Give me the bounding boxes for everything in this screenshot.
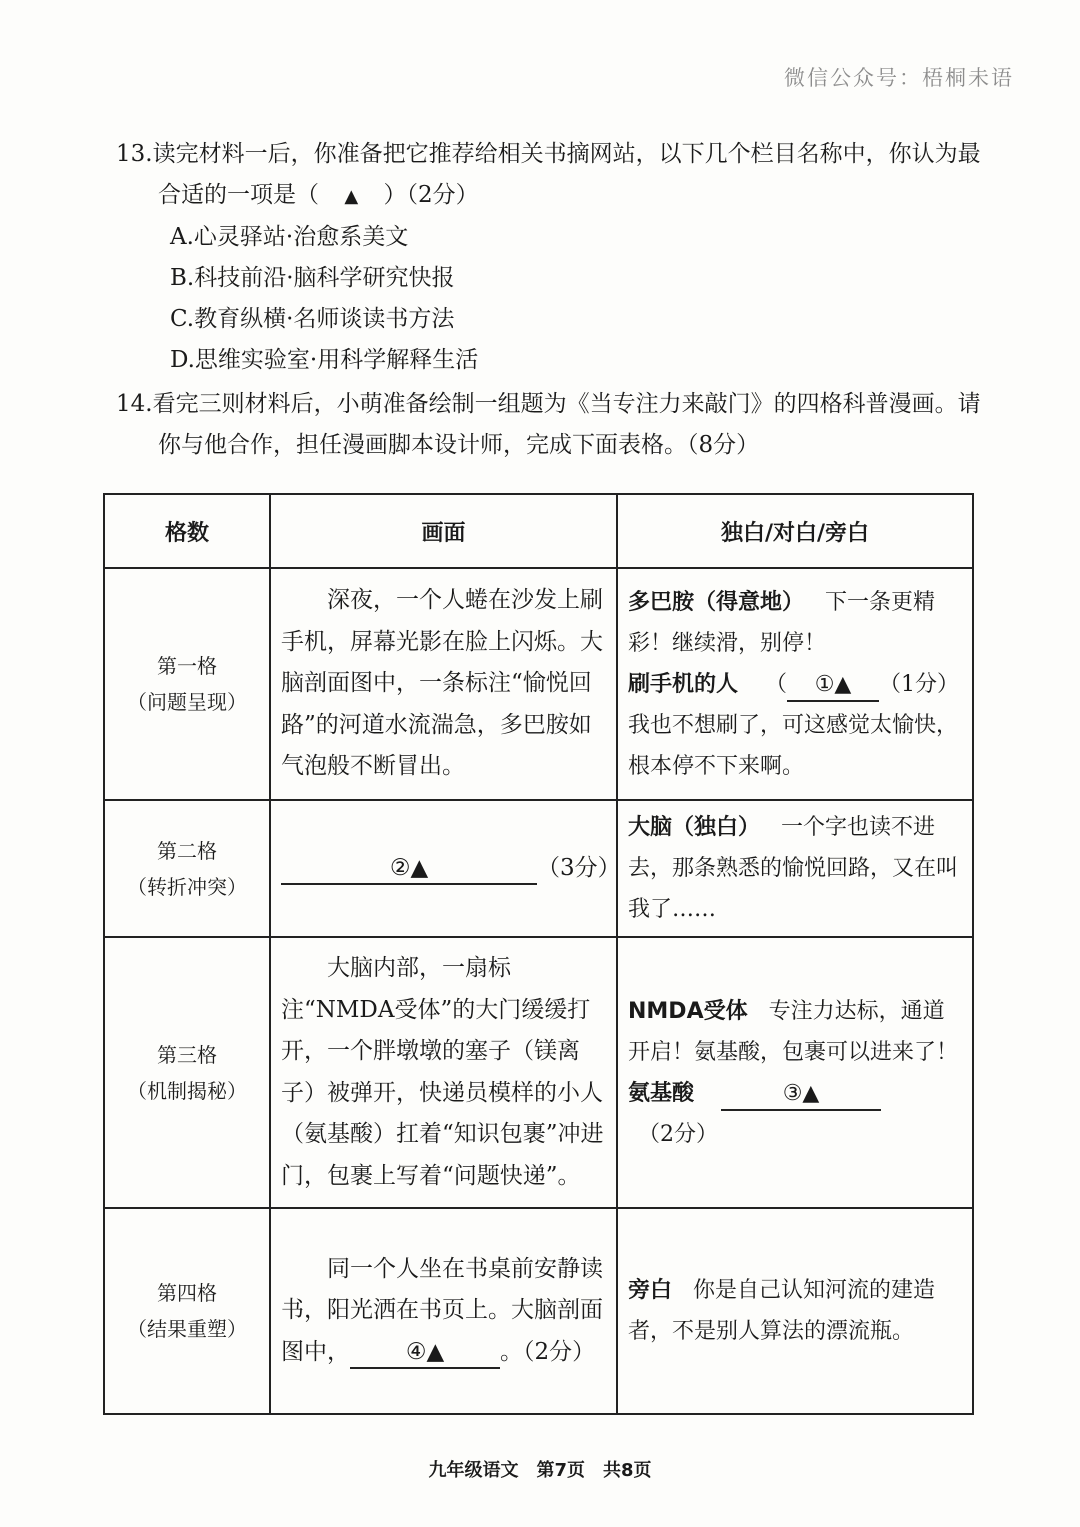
answer-blank-3[interactable]: ③▲ (721, 1079, 881, 1111)
dialog-cell (617, 937, 973, 1208)
dialog-text: 下一条更精彩！继续滑，别停！ (628, 589, 936, 656)
grid-subtitle: （问题呈现） (127, 690, 247, 714)
comic-script-table (103, 493, 974, 1415)
grid-label (104, 1208, 270, 1414)
blank-score: （3分） (537, 854, 621, 881)
scene-text (281, 1249, 608, 1374)
scene-text: 深夜，一个人蜷在沙发上刷手机，屏幕光影在脸上闪烁。大脑剖面图中，一条标注“愉悦回路”的河道水流湍急，多巴胺如气泡般不断冒出。 (281, 587, 603, 780)
grid-subtitle: （转折冲突） (127, 874, 247, 899)
speaker: NMDA受体 (628, 998, 748, 1024)
option-b: B.科技前沿·脑科学研究快报 (170, 265, 455, 291)
dialog-text: 专注力达标，通道开启！氨基酸，包裹可以进来了！ (628, 998, 959, 1065)
scene-text: 大脑内部，一扇标注“NMDA受体”的大门缓缓打开，一个胖墩墩的塞子（镁离子）被弹开，快递员模样的小人（氨基酸）扛着“知识包裹”冲进门，包裹上写着“问题快递”。 (281, 955, 604, 1189)
speaker: 刷手机的人 (628, 671, 739, 697)
question-14-line2: 你与他合作，担任漫画脚本设计师，完成下面表格。（8分） (158, 432, 760, 458)
grid-subtitle: （机制揭秘） (127, 1078, 247, 1103)
answer-blank-1[interactable]: ①▲ (787, 670, 879, 702)
table-row (104, 1208, 973, 1414)
watermark: 微信公众号：梧桐未语 (784, 66, 1014, 90)
grid-label (104, 937, 270, 1208)
grid-label (104, 568, 270, 800)
speaker: 大脑（独白） (628, 815, 761, 840)
question-13-stem: 合适的一项是（ (158, 182, 319, 208)
question-13-line1: 13.读完材料一后，你准备把它推荐给相关书摘网站，以下几个栏目名称中，你认为最 (116, 141, 981, 167)
grid-number: 第二格 (157, 838, 217, 863)
grid-label (104, 800, 270, 937)
question-13-line2 (116, 175, 996, 217)
question-14-line1: 14.看完三则材料后，小萌准备绘制一组题为《当专注力来敲门》的四格科普漫画。请 (116, 391, 981, 417)
option-a: A.心灵驿站·治愈系美文 (170, 224, 409, 250)
question-14 (116, 384, 996, 466)
option-c: C.教育纵横·名师谈读书方法 (170, 306, 455, 332)
grid-number: 第一格 (157, 654, 217, 678)
table-row (104, 937, 973, 1208)
dialog-text: 一个字也读不进去，那条熟悉的愉悦回路，又在叫我了…… (628, 815, 959, 922)
header-dialog: 独白/对白/旁白 (617, 494, 973, 568)
scene-cell (270, 800, 621, 937)
dialog-cell (617, 1208, 973, 1414)
answer-blank-4[interactable]: ④▲ (350, 1337, 500, 1369)
header-scene: 画面 (270, 494, 617, 568)
answer-blank-2[interactable]: ②▲ (281, 853, 537, 885)
speaker: 旁白 (628, 1278, 673, 1303)
header-grid: 格数 (104, 494, 270, 568)
scene-cell (270, 568, 617, 800)
speaker: 多巴胺（得意地） (628, 589, 805, 615)
option-d: D.思维实验室·用科学解释生活 (170, 347, 479, 373)
dialog-text: 你是自己认知河流的建造者，不是别人算法的漂流瓶。 (628, 1278, 936, 1344)
dialog-text: 我也不想刷了，可这感觉太愉快，根本停不下来啊。 (628, 712, 959, 779)
table-row (104, 800, 973, 937)
blank-score: （2分） (638, 1121, 718, 1147)
blank-score: （1分） (879, 671, 960, 697)
scene-cell (270, 1208, 617, 1414)
grid-number: 第三格 (157, 1042, 217, 1067)
dialog-cell: 多巴胺（得意地） 下一条更精彩！继续滑，别停！ 刷手机的人 （ ①▲ （1分） 我也不想刷了，可这感觉太愉快，根本停不下来啊。 (617, 568, 973, 800)
page-footer: 九年级语文 第7页 共8页 (428, 1460, 652, 1481)
answer-blank-marker: ▲ (344, 186, 359, 207)
scene-text-part: 同一个人坐在书桌前安静读书，阳光洒在书页上。大脑剖面图中， (281, 1255, 603, 1365)
question-13-score: ）（2分） (383, 182, 479, 208)
question-13 (116, 134, 996, 381)
grid-number: 第四格 (157, 1281, 217, 1305)
grid-subtitle: （结果重塑） (127, 1317, 247, 1341)
speaker: 氨基酸 (628, 1080, 695, 1106)
table-header-row (104, 494, 973, 568)
scene-cell (270, 937, 617, 1208)
blank-score: 。（2分） (500, 1338, 596, 1365)
dialog-cell (617, 800, 973, 937)
table-row (104, 568, 973, 800)
